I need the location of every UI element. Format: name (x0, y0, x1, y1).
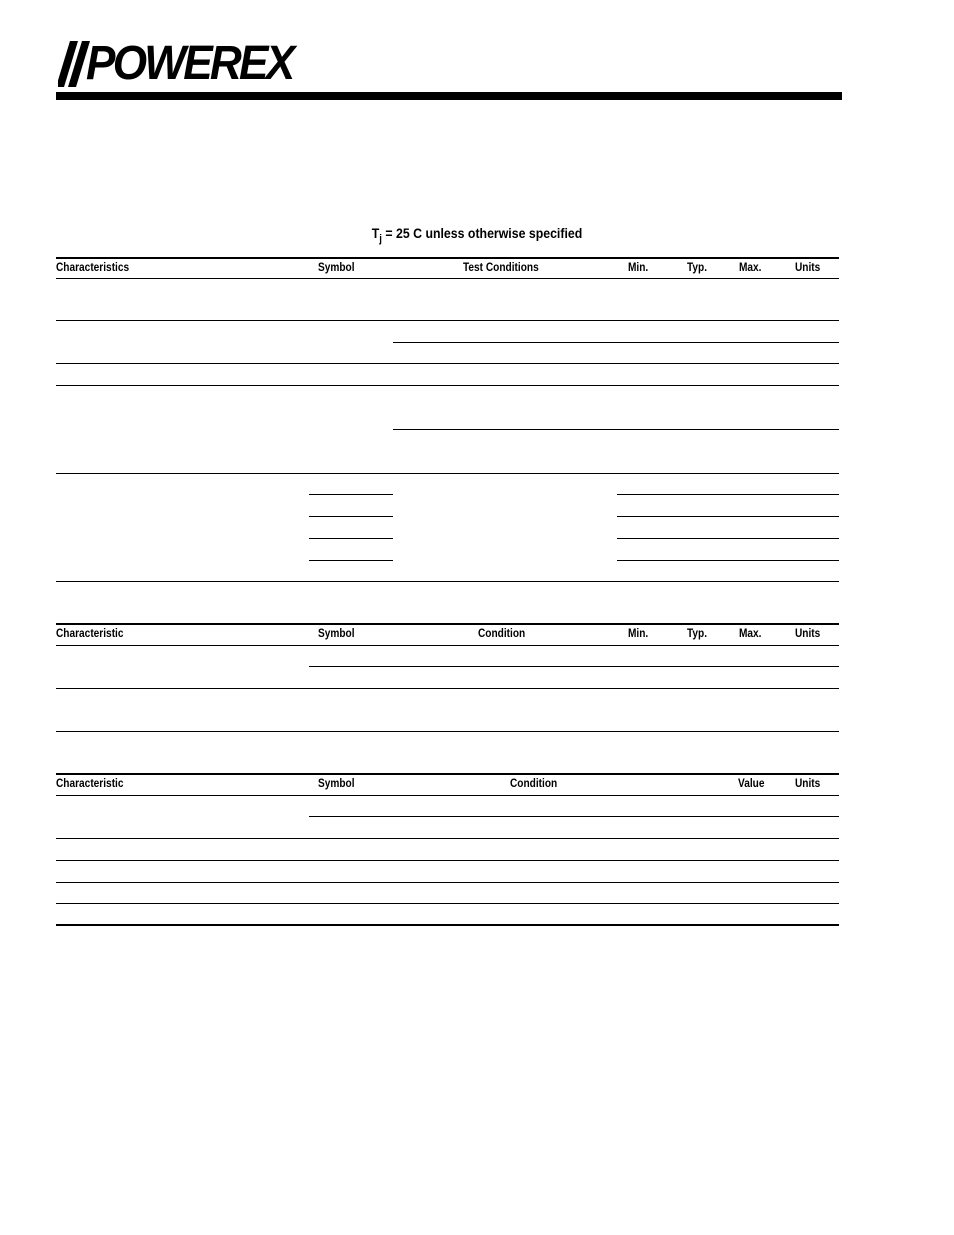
table1-header-characteristics: Characteristics (56, 262, 130, 274)
table3-header-units: Units (795, 778, 821, 790)
table3-row-rule (56, 903, 839, 904)
table1-row-rule (56, 473, 839, 474)
table1-bottom-rule (56, 581, 839, 582)
table1-row-rule (56, 363, 839, 364)
table1-header-symbol: Symbol (318, 262, 355, 274)
table1-header-typ: Typ. (687, 262, 708, 274)
table1-row-rule (309, 538, 393, 539)
logo-wordmark: POWEREX (86, 37, 293, 90)
table2-row-rule (56, 688, 839, 689)
table3-bottom-rule (56, 924, 839, 926)
t-symbol: T (371, 225, 380, 241)
table1-header-min: Min. (628, 262, 649, 274)
temperature-condition-note (57, 225, 897, 245)
table3-header-rule (56, 795, 839, 796)
table3-header-value: Value (738, 778, 765, 790)
table1-header-test-conditions: Test Conditions (463, 262, 539, 274)
table1-row-rule (393, 429, 839, 430)
table3-row-rule (56, 860, 839, 861)
table1-row-rule (309, 560, 393, 561)
table1-header-max: Max. (739, 262, 762, 274)
table1-row-rule (617, 494, 839, 495)
table3-row-rule (56, 838, 839, 839)
table1-header-units: Units (795, 262, 821, 274)
table3-header-condition: Condition (510, 778, 558, 790)
table1-row-rule (617, 538, 839, 539)
table1-header-rule (56, 278, 839, 279)
table3-header-symbol: Symbol (318, 778, 355, 790)
table1-row-rule (309, 516, 393, 517)
table2-header-characteristic: Characteristic (56, 628, 124, 640)
t-subscript: j (379, 233, 382, 245)
table1-row-rule (309, 494, 393, 495)
table3-top-rule (56, 773, 839, 775)
table3-row-rule (56, 882, 839, 883)
table2-header-min: Min. (628, 628, 649, 640)
table2-header-condition: Condition (478, 628, 526, 640)
condition-text: = 25 C unless otherwise specified (381, 225, 583, 241)
table2-header-typ: Typ. (687, 628, 708, 640)
table2-row-rule (309, 666, 839, 667)
table3-row-rule (309, 816, 839, 817)
powerex-logo (56, 37, 293, 90)
table1-top-rule (56, 257, 839, 259)
table1-row-rule (393, 342, 839, 343)
table2-top-rule (56, 623, 839, 625)
table1-row-rule (56, 385, 839, 386)
table1-row-rule (617, 560, 839, 561)
table2-header-symbol: Symbol (318, 628, 355, 640)
table2-header-units: Units (795, 628, 821, 640)
table2-bottom-rule (56, 731, 839, 732)
table3-header-characteristic: Characteristic (56, 778, 124, 790)
table2-header-rule (56, 645, 839, 646)
table1-row-rule (56, 320, 839, 321)
header-bar (56, 92, 842, 100)
table1-row-rule (617, 516, 839, 517)
table2-header-max: Max. (739, 628, 762, 640)
